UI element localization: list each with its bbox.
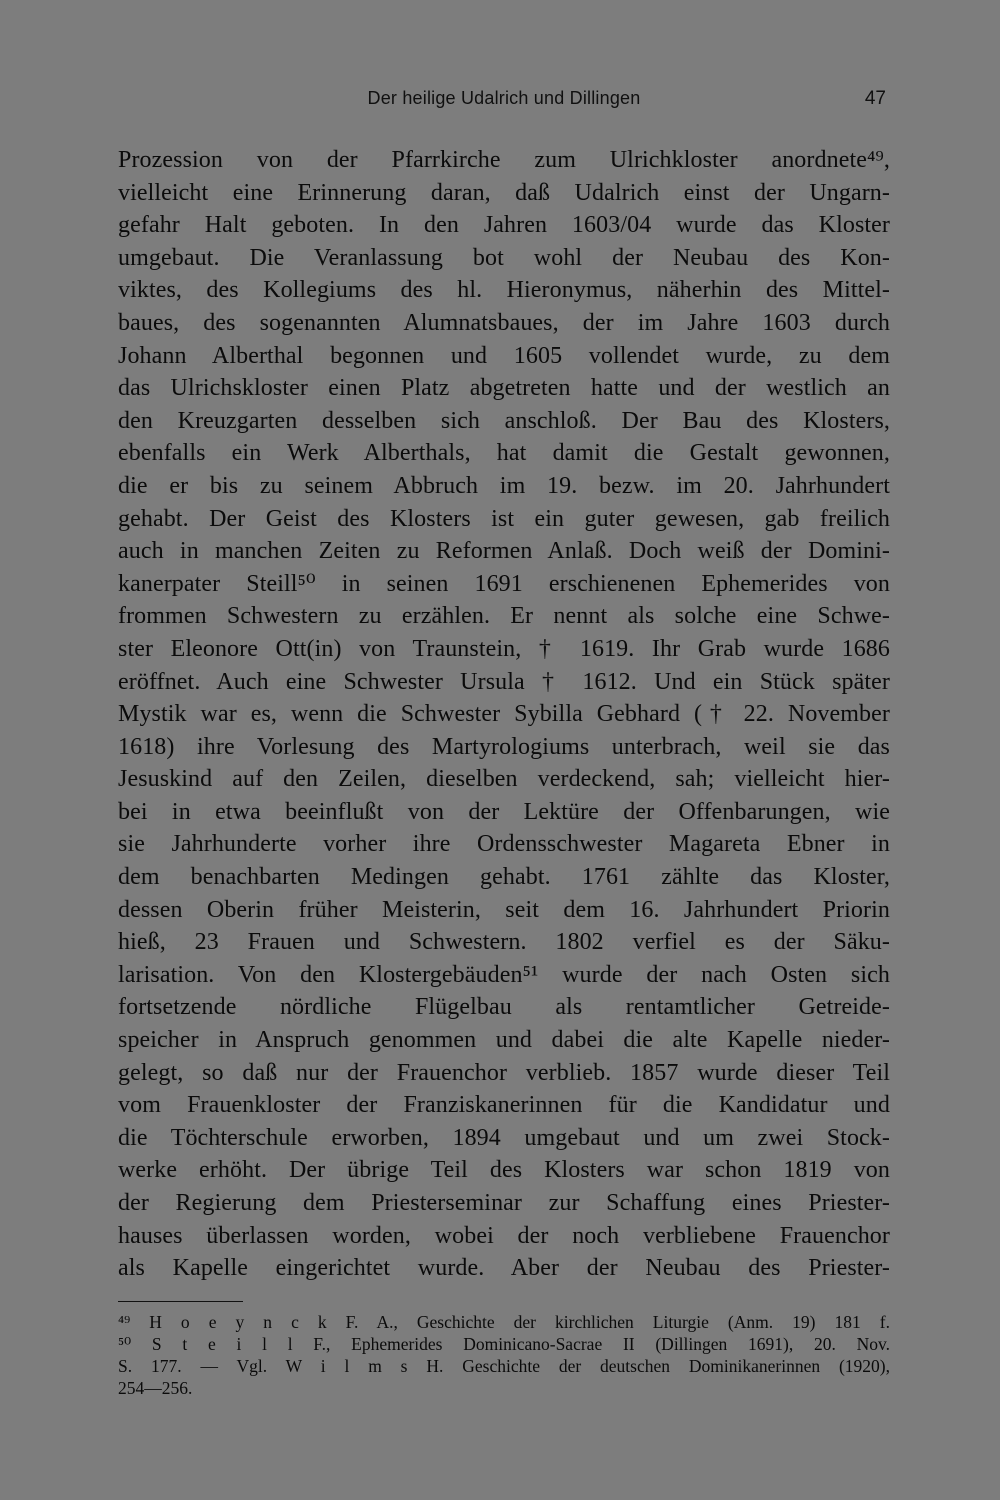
- text-line: den Kreuzgarten desselben sich anschloß. Der Bau des Klosters,: [118, 407, 890, 434]
- text-line: bei in etwa beeinflußt von der Lektüre der Offenbarungen, wie: [118, 798, 890, 825]
- page-number: 47: [864, 88, 886, 109]
- text-line: Jesuskind auf den Zeilen, dieselben verdeckend, sah; vielleicht hier-: [118, 766, 890, 793]
- text-line: vom Frauenkloster der Franziskanerinnen für die Kandidatur und: [118, 1092, 890, 1119]
- text-line: baues, des sogenannten Alumnatsbaues, der im Jahre 1603 durch: [118, 309, 890, 336]
- text-line: dessen Oberin früher Meisterin, seit dem 16. Jahrhundert Priorin: [118, 896, 890, 923]
- text-line: kanerpater Steill⁵⁰ in seinen 1691 erschienenen Ephemerides von: [118, 570, 890, 597]
- text-line: sie Jahrhunderte vorher ihre Ordensschwester Magareta Ebner in: [118, 831, 890, 858]
- text-line: gelegt, so daß nur der Frauenchor verblieb. 1857 wurde dieser Teil: [118, 1059, 890, 1086]
- running-head: [118, 88, 890, 118]
- body-text: [118, 144, 890, 1285]
- footnote-line: ⁴⁹ H o e y n c k F. A., Geschichte der kirchlichen Liturgie (Anm. 19) 181 f.: [118, 1312, 890, 1332]
- text-line: ster Eleonore Ott(in) von Traunstein, † 1619. Ihr Grab wurde 1686: [118, 635, 890, 662]
- text-line: larisation. Von den Klostergebäuden⁵¹ wurde der nach Osten sich: [118, 961, 890, 988]
- text-line: hieß, 23 Frauen und Schwestern. 1802 verfiel es der Säku-: [118, 929, 890, 956]
- text-line: gefahr Halt geboten. In den Jahren 1603/04 wurde das Kloster: [118, 212, 890, 239]
- text-line: werke erhöht. Der übrige Teil des Klosters war schon 1819 von: [118, 1157, 890, 1184]
- text-line: gehabt. Der Geist des Klosters ist ein guter gewesen, gab freilich: [118, 505, 890, 532]
- text-line: ebenfalls ein Werk Alberthals, hat damit die Gestalt gewonnen,: [118, 440, 890, 467]
- footnote-divider: [118, 1301, 243, 1302]
- text-line: viktes, des Kollegiums des hl. Hieronymus, näherhin des Mittel-: [118, 277, 890, 304]
- footnotes: [118, 1311, 890, 1399]
- text-line: das Ulrichskloster einen Platz abgetreten hatte und der westlich an: [118, 375, 890, 402]
- text-line: Mystik war es, wenn die Schwester Sybilla Gebhard († 22. November: [118, 701, 890, 728]
- footnote-line: ⁵⁰ S t e i l l F., Ephemerides Dominicano-Sacrae II (Dillingen 1691), 20. Nov.: [118, 1334, 890, 1354]
- text-line: Prozession von der Pfarrkirche zum Ulrichkloster anordnete⁴⁹,: [118, 147, 890, 173]
- text-line: fortsetzende nördliche Flügelbau als rentamtlicher Getreide-: [118, 994, 890, 1021]
- footnote-line: S. 177. — Vgl. W i l m s H. Geschichte der deutschen Dominikanerinnen (1920),: [118, 1356, 890, 1376]
- text-line: vielleicht eine Erinnerung daran, daß Udalrich einst der Ungarn-: [118, 179, 890, 206]
- running-title: Der heilige Udalrich und Dillingen: [367, 88, 641, 108]
- text-line: dem benachbarten Medingen gehabt. 1761 zählte das Kloster,: [118, 864, 890, 891]
- text-line: der Regierung dem Priesterseminar zur Schaffung eines Priester-: [118, 1190, 890, 1216]
- text-line: speicher in Anspruch genommen und dabei die alte Kapelle nieder-: [118, 1027, 890, 1054]
- text-line: als Kapelle eingerichtet wurde. Aber der Neubau des Priester-: [118, 1255, 890, 1282]
- text-line: umgebaut. Die Veranlassung bot wohl der Neubau des Kon-: [118, 244, 890, 271]
- text-line: eröffnet. Auch eine Schwester Ursula † 1612. Und ein Stück später: [118, 668, 890, 695]
- text-line: 1618) ihre Vorlesung des Martyrologiums unterbrach, weil sie das: [118, 733, 890, 760]
- footnote-line: 254—256.: [118, 1378, 193, 1398]
- text-line: Johann Alberthal begonnen und 1605 vollendet wurde, zu dem: [118, 342, 890, 369]
- text-line: die er bis zu seinem Abbruch im 19. bezw. im 20. Jahrhundert: [118, 472, 890, 499]
- text-line: auch in manchen Zeiten zu Reformen Anlaß. Doch weiß der Domini-: [118, 538, 890, 565]
- text-line: frommen Schwestern zu erzählen. Er nennt als solche eine Schwe-: [118, 603, 890, 630]
- text-line: hauses überlassen worden, wobei der noch verbliebene Frauenchor: [118, 1222, 890, 1249]
- text-line: die Töchterschule erworben, 1894 umgebaut und um zwei Stock-: [118, 1124, 890, 1151]
